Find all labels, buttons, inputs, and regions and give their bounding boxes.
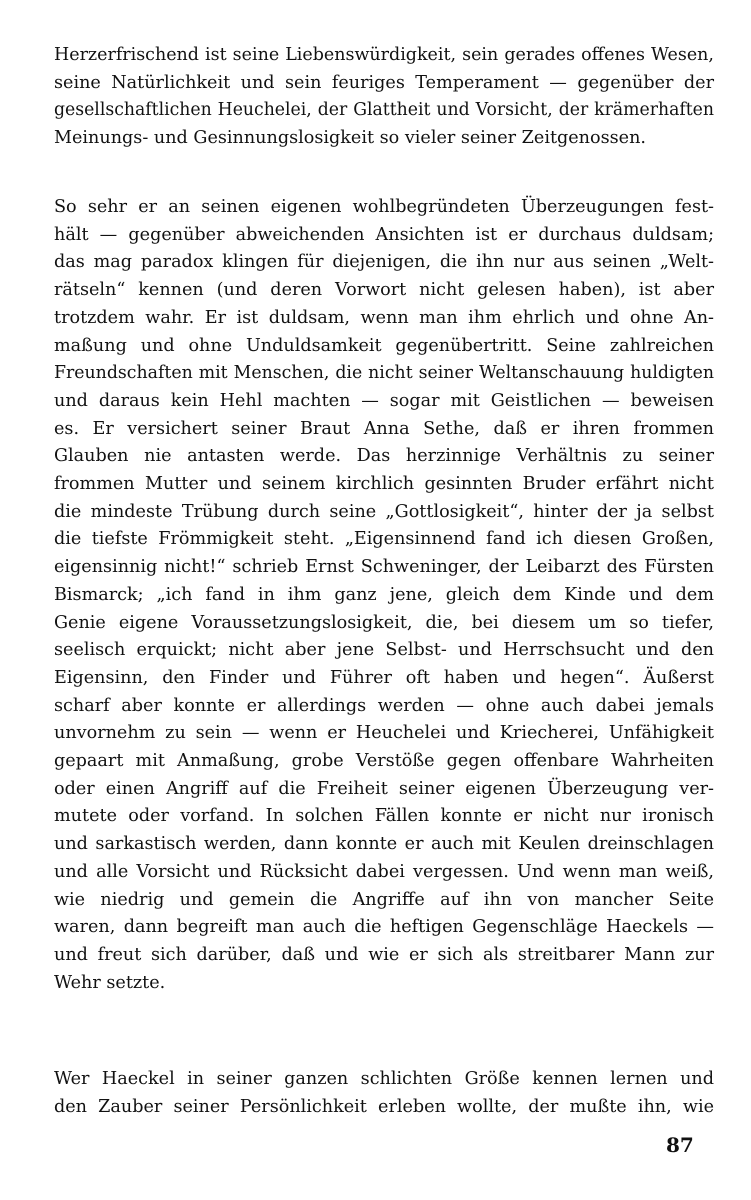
text-line: Glauben nie antasten werde. Das herzinnige Verhältnis zu seiner	[54, 446, 714, 467]
text-line: es. Er versichert seiner Braut Anna Sethe, daß er ihren frommen	[54, 418, 714, 439]
text-line: das mag paradox klingen für diejenigen, die ihn nur aus seinen „Welt-	[54, 252, 714, 273]
text-line: und freut sich darüber, daß und wie er sich als streitbarer Mann zur	[54, 944, 714, 965]
text-line: mutete oder vorfand. In solchen Fällen konnte er nicht nur ironisch	[54, 806, 714, 827]
text-line: wie niedrig und gemein die Angriffe auf ihn von mancher Seite	[54, 889, 714, 910]
text-line: die tiefste Frömmigkeit steht. „Eigensinnend fand ich diesen Großen,	[54, 529, 714, 550]
text-line: Meinungs- und Gesinnungslosigkeit so vieler seiner Zeitgenossen.	[54, 128, 647, 149]
text-line: eigensinnig nicht!“ schrieb Ernst Schweninger, der Leibarzt des Fürsten	[54, 557, 714, 578]
text-line: gepaart mit Anmaßung, grobe Verstöße gegen offenbare Wahrheiten	[54, 751, 714, 772]
text-line: Eigensinn, den Finder und Führer oft haben und hegen“. Äußerst	[54, 667, 714, 688]
text-line: unvornehm zu sein — wenn er Heuchelei und Kriecherei, Unfähigkeit	[54, 723, 714, 744]
text-line: seine Natürlichkeit und sein feuriges Temperament — gegenüber der	[54, 72, 714, 93]
text-line: Genie eigene Voraussetzungslosigkeit, die, bei diesem um so tiefer,	[54, 612, 714, 633]
page-number: 87	[666, 1133, 694, 1157]
text-line: maßung und ohne Unduldsamkeit gegenübertritt. Seine zahlreichen	[54, 335, 714, 356]
paragraph-3	[54, 1066, 714, 1121]
text-line: waren, dann begreift man auch die heftigen Gegenschläge Haeckels —	[54, 917, 714, 938]
text-line: Wer Haeckel in seiner ganzen schlichten Größe kennen lernen und	[54, 1069, 714, 1089]
text-line: Wehr setzte.	[54, 972, 166, 993]
text-line: die mindeste Trübung durch seine „Gottlosigkeit“, hinter der ja selbst	[54, 501, 714, 522]
text-line: seelisch erquickt; nicht aber jene Selbst- und Herrschsucht und den	[54, 640, 714, 661]
text-line: oder einen Angriff auf die Freiheit seiner eigenen Überzeugung ver-	[54, 778, 714, 799]
text-line: rätseln“ kennen (und deren Vorwort nicht gelesen haben), ist aber	[54, 280, 714, 301]
text-line: und daraus kein Hehl machten — sogar mit Geistlichen — beweisen	[54, 390, 714, 411]
text-line: frommen Mutter und seinem kirchlich gesinnten Bruder erfährt nicht	[54, 474, 714, 495]
text-line: und alle Vorsicht und Rücksicht dabei vergessen. Und wenn man weiß,	[54, 861, 714, 882]
text-line: und sarkastisch werden, dann konnte er auch mit Keulen dreinschlagen	[54, 834, 714, 855]
text-line: den Zauber seiner Persönlichkeit erleben wollte, der mußte ihn, wie	[54, 1096, 714, 1117]
text-line: scharf aber konnte er allerdings werden — ohne auch dabei jemals	[54, 695, 714, 716]
text-line: Bismarck; „ich fand in ihm ganz jene, gleich dem Kinde und dem	[54, 584, 714, 605]
text-line: gesellschaftlichen Heuchelei, der Glattheit und Vorsicht, der krämerhaften	[54, 100, 714, 121]
text-line: hält — gegenüber abweichenden Ansichten ist er durchaus duldsam;	[54, 224, 714, 245]
paragraph-2	[54, 194, 714, 997]
text-line: trotzdem wahr. Er ist duldsam, wenn man ihm ehrlich und ohne An-	[54, 307, 714, 328]
text-line: So sehr er an seinen eigenen wohlbegründeten Überzeugungen fest-	[54, 197, 714, 217]
paragraph-1	[54, 42, 714, 153]
text-line: Freundschaften mit Menschen, die nicht seiner Weltanschauung huldigten	[54, 363, 714, 384]
text-line: Herzerfrischend ist seine Liebenswürdigkeit, sein gerades offenes Wesen,	[54, 45, 714, 65]
